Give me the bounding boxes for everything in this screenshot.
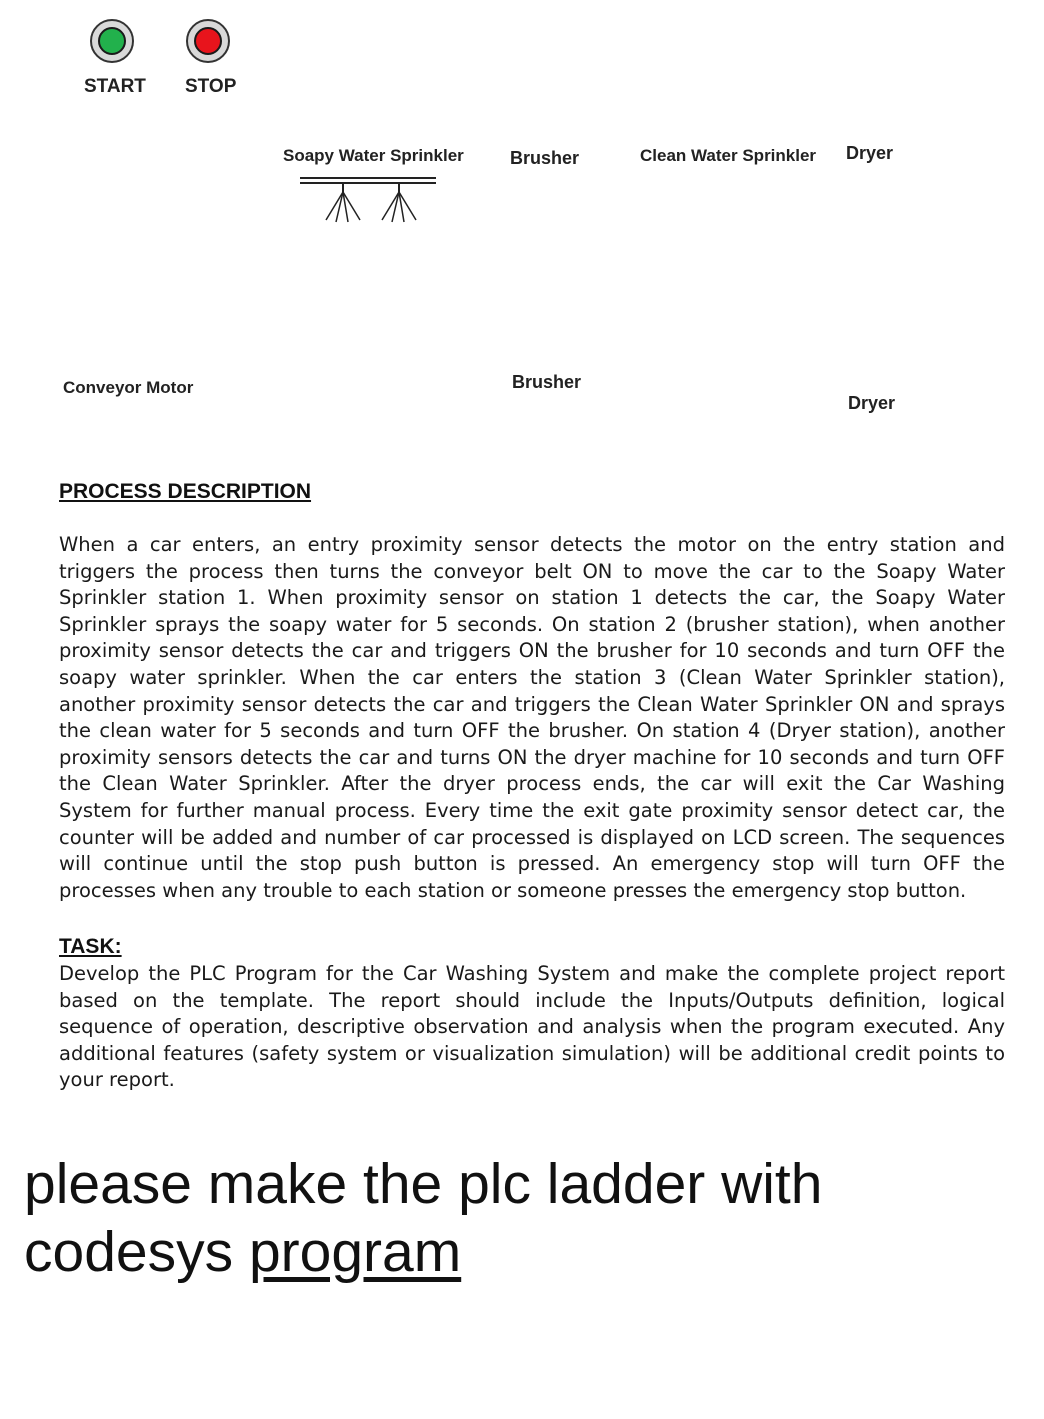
task-heading: TASK: <box>59 935 122 958</box>
soapy-sprinkler-icon <box>300 178 436 222</box>
brusher-bottom-label: Brusher <box>512 372 582 392</box>
clean-sprinkler-label: Clean Water Sprinkler <box>640 146 817 165</box>
process-heading: PROCESS DESCRIPTION <box>59 480 312 503</box>
request-word-codesys: codesys <box>24 1220 234 1284</box>
request-line-2 <box>24 1218 1024 1286</box>
dryer-bottom-label: Dryer <box>848 393 896 413</box>
start-label: START <box>84 76 146 97</box>
brusher-top-label: Brusher <box>510 148 580 168</box>
process-description-text: When a car enters, an entry proximity sensor detects the motor on the entry station and triggers the process then turns the conveyor belt ON to move the car to the Soapy Water Sprinkler station 1. When proximity sensor on station 1 detects the car, the Soapy Water Sprinkler sprays the soapy water for 5 seconds. On station 2 (brusher station), when another proximity sensor detects the car and triggers ON the brusher for 10 seconds and turn OFF the soapy water sprinkler. When the car enters the station 3 (Clean Water Sprinkler station), another proximity sensor detects the car and triggers the Clean Water Sprinkler ON and sprays the clean water for 5 seconds and turn OFF the brusher. On station 4 (Dryer station), another proximity sensors detects the car and turns ON the dryer machine for 10 seconds and turn OFF the Clean Water Sprinkler. After the dryer process ends, the car will exit the Car Washing System for further manual process. Every time the exit gate proximity sensor detect car, the counter will be added and number of car processed is displayed on LCD screen. The sequences will continue until the stop push button is pressed. An emergency stop will turn OFF the processes when any trouble to each station or someone presses the emergency stop button. <box>59 533 1005 902</box>
car-wash-diagram <box>0 0 1044 430</box>
conveyor-motor-label: Conveyor Motor <box>63 378 194 397</box>
dryer-top-label: Dryer <box>846 143 894 163</box>
request-word-program: program <box>248 1220 462 1284</box>
soapy-sprinkler-label: Soapy Water Sprinkler <box>283 146 464 165</box>
user-request <box>24 1150 1024 1286</box>
request-line-1: please make the plc ladder with <box>24 1152 823 1216</box>
stop-label: STOP <box>185 76 237 97</box>
task-text: Develop the PLC Program for the Car Washing System and make the complete project report based on the template. The report should include the Inputs/Outputs definition, logical sequence of operation, descriptive observation and analysis when the program executed. Any additional features (safety system or visualization simulation) will be additional credit points to your report. <box>59 962 1005 1092</box>
